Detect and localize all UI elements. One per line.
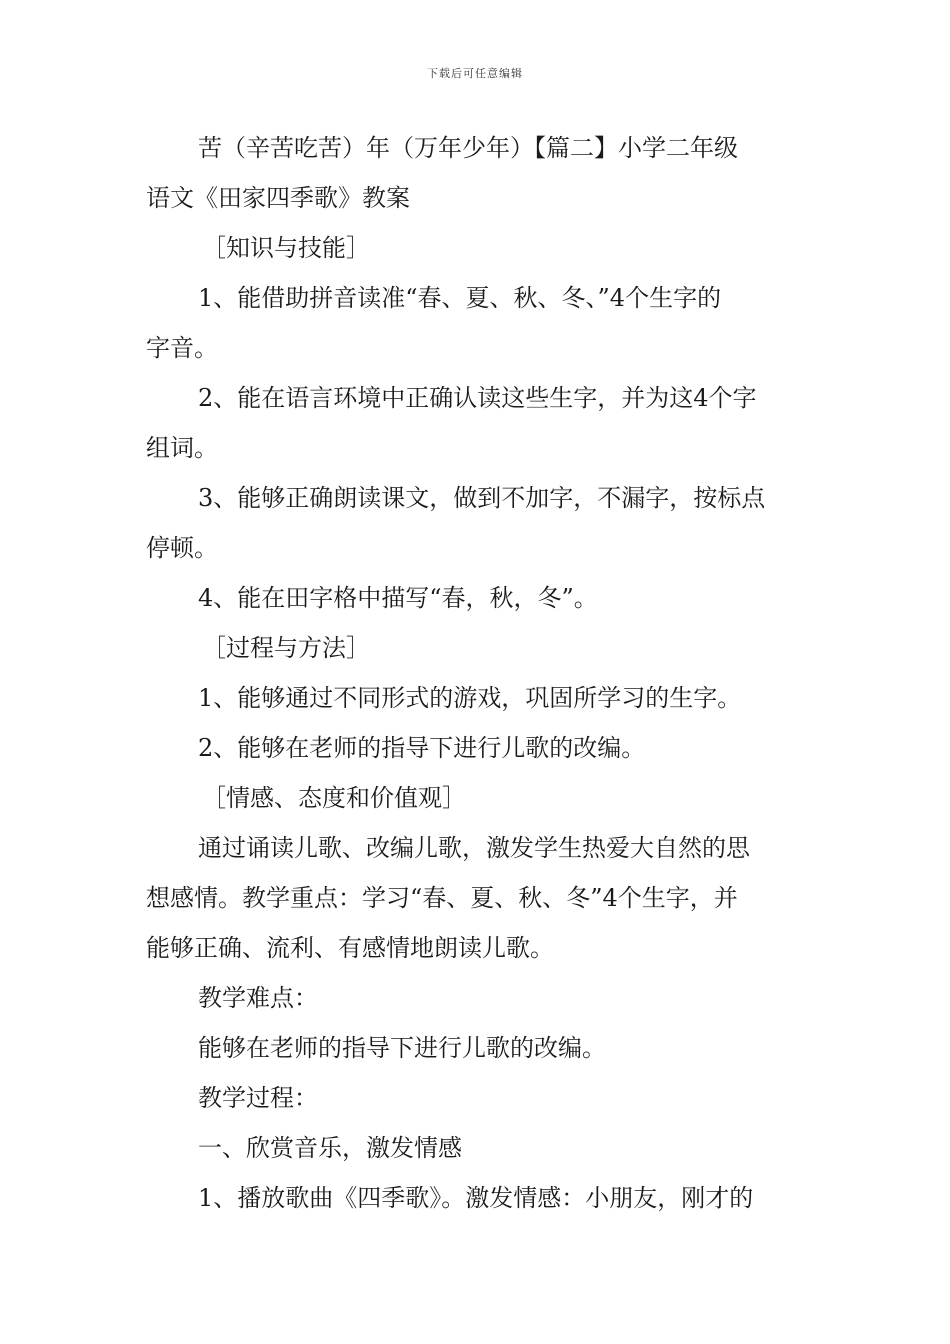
paragraph-line: 想感情。教学重点：学习“春、夏、秋、冬”4个生字，并 [146,884,738,912]
paragraph-line: 语文《田家四季歌》教案 [146,184,410,212]
paragraph-line: 一、欣赏音乐，激发情感 [198,1134,462,1162]
paragraph-line: 2、能够在老师的指导下进行儿歌的改编。 [198,734,646,762]
section-heading: ［知识与技能］ [202,234,370,262]
paragraph-line: 教学难点： [198,984,318,1012]
section-heading: ［过程与方法］ [202,634,370,662]
paragraph-line: 能够正确、流利、有感情地朗读儿歌。 [146,934,554,962]
paragraph-line: 组词。 [146,434,218,462]
paragraph-line: 教学过程： [198,1084,318,1112]
section-heading: ［情感、态度和价值观］ [202,784,466,812]
paragraph-line: 苦（辛苦吃苦）年（万年少年）【篇二】小学二年级 [198,134,738,162]
paragraph-line: 4、能在田字格中描写“春，秋，冬”。 [198,584,598,612]
paragraph-line: 1、能借助拼音读准“春、夏、秋、冬、”4个生字的 [198,284,722,312]
paragraph-line: 1、播放歌曲《四季歌》。激发情感：小朋友，刚才的 [198,1184,754,1212]
document-body [146,123,806,1223]
paragraph-line: 通过诵读儿歌、改编儿歌，激发学生热爱大自然的思 [198,834,750,862]
paragraph-line: 停顿。 [146,534,218,562]
paragraph-line: 2、能在语言环境中正确认读这些生字，并为这4个字 [198,384,757,412]
paragraph-line: 3、能够正确朗读课文，做到不加字，不漏字，按标点 [198,484,766,512]
paragraph-line: 字音。 [146,334,218,362]
paragraph-line: 能够在老师的指导下进行儿歌的改编。 [198,1034,606,1062]
paragraph-line: 1、能够通过不同形式的游戏，巩固所学习的生字。 [198,684,742,712]
header-note: 下载后可任意编辑 [427,67,523,80]
